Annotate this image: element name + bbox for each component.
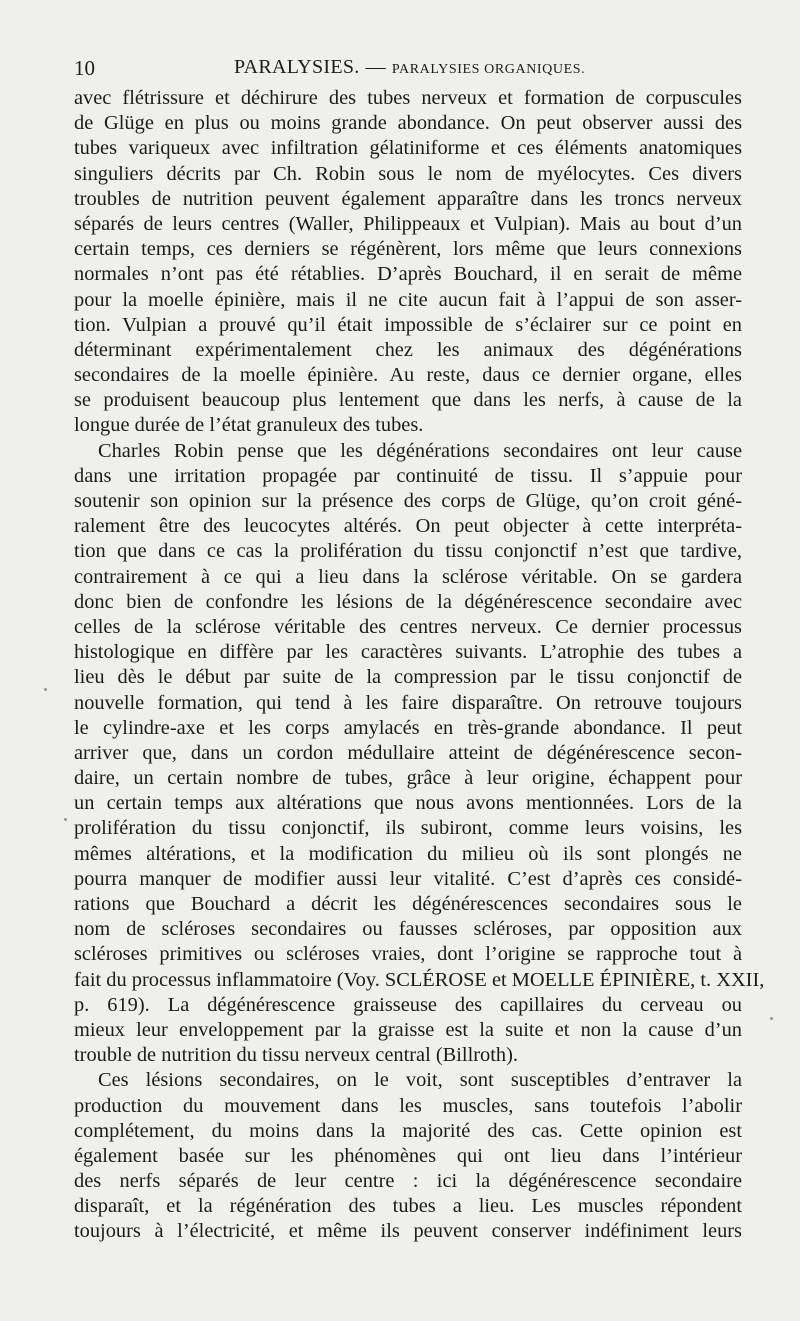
paper-speck: [770, 1017, 773, 1020]
running-title: [234, 56, 585, 79]
text-line: disparaît, et la régénération des tubes a lieu. Les muscles répondent: [74, 1195, 742, 1218]
text-line: contrairement à ce qui a lieu dans la sclérose véritable. On se gardera: [74, 565, 742, 588]
text-line: également basée sur les phénomènes qui ont lieu dans l’intérieur: [74, 1144, 742, 1167]
text-line: rations que Bouchard a décrit les dégénérescences secondaires sous le: [74, 893, 742, 915]
text-line: celles de la sclérose véritable des centres nerveux. Ce dernier processus: [74, 615, 742, 638]
text-line: fait du processus inflammatoire (Voy. SCLÉROSE et MOELLE ÉPINIÈRE, t. XXII,: [74, 968, 765, 991]
text-line: arriver que, dans un cordon médullaire atteint de dégénérescence secon-: [74, 741, 742, 764]
text-line: de Glüge en plus ou moins grande abondance. On peut observer aussi des: [74, 112, 742, 135]
text-line: donc bien de confondre les lésions de la dégénérescence secondaire avec: [74, 590, 742, 613]
text-line: le cylindre-axe et les corps amylacés en très-grande abondance. Il peut: [74, 716, 742, 739]
text-line: prolifération du tissu conjonctif, ils subiront, comme leurs voisins, les: [74, 817, 742, 840]
text-line: tion que dans ce cas la prolifération du tissu conjonctif n’est que tardive,: [74, 540, 742, 563]
text-line: production du mouvement dans les muscles, sans toutefois l’abolir: [74, 1094, 742, 1117]
text-line: des nerfs séparés de leur centre : ici la dégénérescence secondaire: [74, 1170, 742, 1193]
text-line: mêmes altérations, et la modification du milieu où ils sont plongés ne: [74, 842, 742, 865]
chapter-title: PARALYSIES.: [234, 56, 360, 78]
text-line: nouvelle formation, qui tend à les faire disparaître. On retrouve toujours: [74, 691, 742, 714]
text-line: mieux leur enveloppement par la graisse est la suite et non la cause d’un: [74, 1018, 742, 1041]
text-line: normales n’ont pas été rétablies. D’après Bouchard, il en serait de même: [74, 263, 742, 286]
text-line: toujours à l’électricité, et même ils peuvent conserver indéfiniment leurs: [74, 1220, 742, 1243]
text-line: séparés de leurs centres (Waller, Philippeaux et Vulpian). Mais au bout d’un: [74, 212, 742, 235]
paper-speck: [64, 818, 67, 821]
text-line: Ces lésions secondaires, on le voit, sont susceptibles d’entraver la: [98, 1069, 742, 1092]
text-line: avec flétrissure et déchirure des tubes nerveux et formation de corpuscules: [74, 87, 742, 109]
text-line: pour la moelle épinière, mais il ne cite aucun fait à l’appui de son asser-: [74, 288, 742, 311]
text-line: complétement, du moins dans la majorité des cas. Cette opinion est: [74, 1119, 742, 1142]
paper-speck: [44, 688, 47, 691]
body-text: [74, 86, 765, 1245]
text-line: tubes variqueux avec infiltration gélatiniforme et ces éléments anatomiques: [74, 137, 742, 160]
text-line: ralement être des leucocytes altérés. On peut objecter à cette interpréta-: [74, 515, 742, 538]
text-line: scléroses primitives ou scléroses vraies, dont l’origine se rapproche tout à: [74, 943, 742, 966]
text-line: histologique en diffère par les caractères suivants. L’atrophie des tubes a: [74, 641, 742, 664]
text-line: p. 619). La dégénérescence graisseuse des capillaires du cerveau ou: [74, 993, 742, 1016]
text-line: lieu dès le début par suite de la compression par le tissu conjonctif de: [74, 666, 742, 689]
text-line: se produisent beaucoup plus lentement que dans les nerfs, à cause de la: [74, 389, 742, 412]
running-header: [74, 56, 740, 86]
text-line: pourra manquer de modifier aussi leur vitalité. C’est d’après ces considé-: [74, 867, 742, 890]
text-line: Charles Robin pense que les dégénérations secondaires ont leur cause: [98, 439, 742, 462]
section-subtitle: PARALYSIES ORGANIQUES.: [391, 62, 586, 77]
text-line: certain temps, ces derniers se régénèrent, lors même que leurs connexions: [74, 238, 742, 261]
text-line: singuliers décrits par Ch. Robin sous le nom de myélocytes. Ces divers: [74, 162, 742, 185]
page-number: 10: [74, 56, 95, 80]
text-line: secondaires de la moelle épinière. Au reste, daus ce dernier organe, elles: [74, 364, 742, 387]
text-line: trouble de nutrition du tissu nerveux central (Billroth).: [74, 1044, 518, 1067]
text-line: soutenir son opinion sur la présence des corps de Glüge, qu’on croit géné-: [74, 490, 742, 512]
text-line: longue durée de l’état granuleux des tubes.: [74, 414, 424, 437]
text-line: troubles de nutrition peuvent également apparaître dans les troncs nerveux: [74, 187, 742, 210]
text-line: nom de scléroses secondaires ou fausses scléroses, par opposition aux: [74, 918, 742, 941]
title-separator: —: [365, 56, 386, 78]
text-line: un certain temps aux altérations que nous avons mentionnées. Lors de la: [74, 792, 742, 815]
text-line: dans une irritation propagée par continuité de tissu. Il s’appuie pour: [74, 464, 742, 487]
text-line: déterminant expérimentalement chez les animaux des dégénérations: [74, 338, 742, 361]
text-line: tion. Vulpian a prouvé qu’il était impossible de s’éclairer sur ce point en: [74, 313, 742, 336]
text-line: daire, un certain nombre de tubes, grâce à leur origine, échappent pour: [74, 767, 742, 790]
